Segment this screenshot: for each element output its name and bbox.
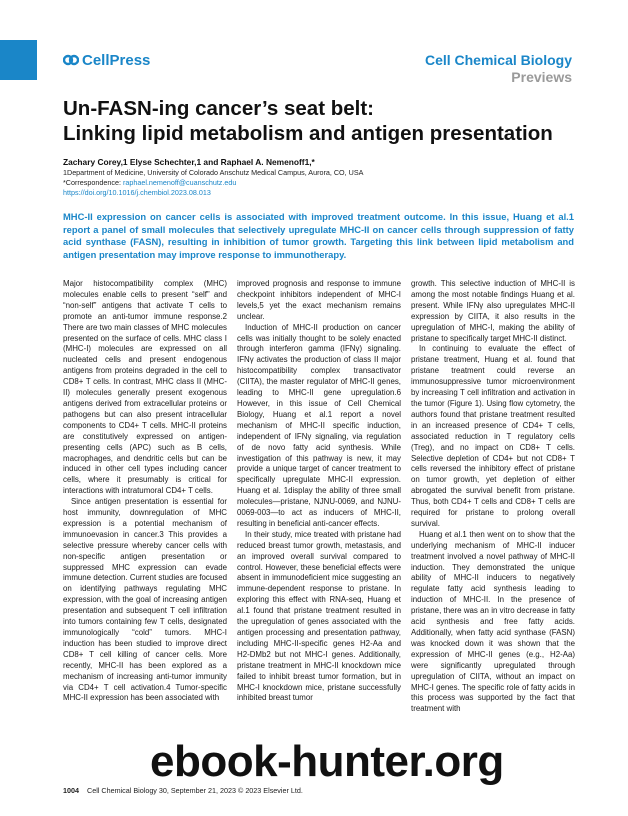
paragraph: Since antigen presentation is essential for host immunity, downregulation of MHC expression is a potential mechanism of immunoevasion in cancer.3 This provides a selective pressure whereby cancer cells with non-specific antigen presentation or suppressed MHC expression can evade immune detection. Current studies are focused on identifying pathways regulating MHC expression, with the goal of increasing antigen presentation and subsequent T cell infiltration into tumors containing few T cells, designated immunologically “cold” tumors. MHC-I induction has been studied to improve direct CD8+ T cell killing of cancer cells. More recently, MHC-II has been explored as a mechanism of increasing anti-tumor immunity via CD4+ T cell activation.4 Tumor-specific MHC-II expression has been associated with <box>63 497 227 703</box>
correspondence-email-link[interactable]: raphael.nemenoff@cuanschutz.edu <box>122 178 237 187</box>
journal-name: Cell Chemical Biology <box>424 52 572 68</box>
page-number: 1004 <box>63 786 79 795</box>
paragraph: Major histocompatibility complex (MHC) molecules enable cells to present “self” and “non-self” antigens that activate T cells to promote an anti-tumor immune response.2 There are two main classes of MHC molecules presented on the surface of cells. MHC class I (MHC-I) molecules are expressed on all nucleated cells and present endogenous antigens from proteins degraded in the cell to CD8+ T cells. In contrast, MHC class II (MHC-II) molecules generally present exogenous antigens derived from extracellular proteins or pathogens but can also present intracellular components to CD4+ T cells. MHC-II proteins are constitutively expressed on antigen-presenting cells (APC) such as B cells, macrophages, and dendritic cells but can be induced in other cell types including cancer cells, where it presumably is critical for interactions with intratumoral CD4+ T cells. <box>63 279 227 496</box>
paragraph: Induction of MHC-II production on cancer cells was initially thought to be solely enacted through interferon gamma (IFNγ) signaling. IFNγ activates the production of class II major histocompatibility complex transactivator (CIITA), the master regulator of MHC-II genes, leading to MHC-II gene upregulation.6 However, in this issue of Cell Chemical Biology, Huang et al.1 report a novel mechanism of MHC-II specific induction, independent of IFNγ signaling, via regulation of de novo fatty acid synthesis. While investigation of this pathway is new, it may provide a unique target of cancer treatment to specifically upregulate MHC-II expression. Huang et al. 1display the ability of three small molecules—pristane, NJNU-0069, and NJNU-0069-003—to act as inducers of MHC-II, resulting in beneficial anti-cancer effects. <box>237 322 401 528</box>
body-column-1 <box>63 279 227 704</box>
title-line-1: Un-FASN-ing cancer’s seat belt: <box>63 97 374 120</box>
body-column-3 <box>411 279 575 715</box>
journal-header <box>425 52 572 85</box>
article-section: Previews <box>511 69 572 85</box>
doi-link[interactable]: https://doi.org/10.1016/j.chembiol.2023.08.013 <box>63 188 211 197</box>
affiliation: 1Department of Medicine, University of Colorado Anschutz Medical Campus, Aurora, CO, USA <box>63 168 364 177</box>
abstract: MHC-II expression on cancer cells is associated with improved treatment outcome. In this issue, Huang et al.1 report a panel of small molecules that selectively upregulate MHC-II on cancer cells through suppression of fatty acid synthase (FASN), resulting in inhibition of tumor growth. Targeting this link between lipid metabolism and antigen presentation may improve response to immunotherapy. <box>63 211 574 260</box>
title-line-2: Linking lipid metabolism and antigen presentation <box>63 122 553 145</box>
watermark: ebook-hunter.org <box>150 737 504 786</box>
article-title <box>63 96 583 146</box>
paragraph: Huang et al.1 then went on to show that the underlying mechanism of MHC-II inducer treatment involved a novel pathway of MHC-II induction. They demonstrated the unique ability of MHC-II inducers to negatively regulate fatty acid synthesis leading to induction of MHC-II. In the presence of pristane, there was an in vitro decrease in fatty acid synthesis and free fatty acids. Additionally, when fatty acid synthase (FASN) was knocked down it was shown that the expression of MHC-II genes (e.g., H2-Aa) were significantly upregulated through upregulation of CIITA, without an impact on MHC-I genes. The specific role of fatty acids in this process was supported by the fact that treatment with <box>411 529 575 714</box>
body-column-2 <box>237 279 401 704</box>
footer-citation: Cell Chemical Biology 30, September 21, 2023 © 2023 Elsevier Ltd. <box>87 786 303 795</box>
correspondence-label: *Correspondence: <box>63 178 123 187</box>
header-color-tab <box>0 40 37 80</box>
paragraph: In their study, mice treated with pristane had reduced breast tumor growth, metastasis, and an improved overall survival compared to control. However, these beneficial effects were absent in immunodeficient mice suggesting an immune-dependent response to pristane. In exploring this effect with RNA-seq, Huang et al.1 found that pristane treatment resulted in the upregulation of genes associated with the antigen processing and presentation pathway, including MHC-II-specific genes H2-Aa and H2-DMb2 but not MHC-I genes. Additionally, pristane treatment in MHC-II knockdown mice failed to inhibit breast tumor formation, but in MHC-I knockdown mice, pristane successfully inhibited breast tumor <box>237 529 401 703</box>
logo-text: CellPress <box>82 52 151 69</box>
cellpress-logo[interactable] <box>63 52 150 69</box>
paragraph: growth. This selective induction of MHC-II is among the most notable findings Huang et al. present. While IFNγ also upregulates MHC-II expression by CIITA, it also results in the upregulation of MHC-I, making the ability of pristane to specifically target MHC-II distinct. <box>411 279 575 343</box>
author-list: Zachary Corey,1 Elyse Schechter,1 and Raphael A. Nemenoff1,* <box>63 157 315 167</box>
paragraph: improved prognosis and response to immune checkpoint inhibitors independent of MHC-I levels,5 yet the exact mechanism remains unclear. <box>237 279 401 321</box>
correspondence <box>63 178 363 188</box>
article-meta <box>63 168 363 198</box>
cellpress-logo-icon <box>63 52 79 68</box>
paragraph: In continuing to evaluate the effect of pristane treatment, Huang et al. found that pristane treatment could reverse an immunosuppressive tumor microenvironment by increasing T cell infiltration and activation in the tumor (Figure 1). Using flow cytometry, the authors found that pristane treatment resulted in an increased presence of CD4+ T cells, associated reduction in T regulatory cells (Treg), and no impact on CD8+ T cells. Selective depletion of CD4+ but not CD8+ T cells reversed the inhibitory effect of pristane on tumor growth, yet depletion of either abrogated the survival benefit from pristane. Thus, both CD4+ T cells and CD8+ T cells are required for pristane to prolong overall survival. <box>411 344 575 528</box>
page-footer <box>63 786 303 795</box>
